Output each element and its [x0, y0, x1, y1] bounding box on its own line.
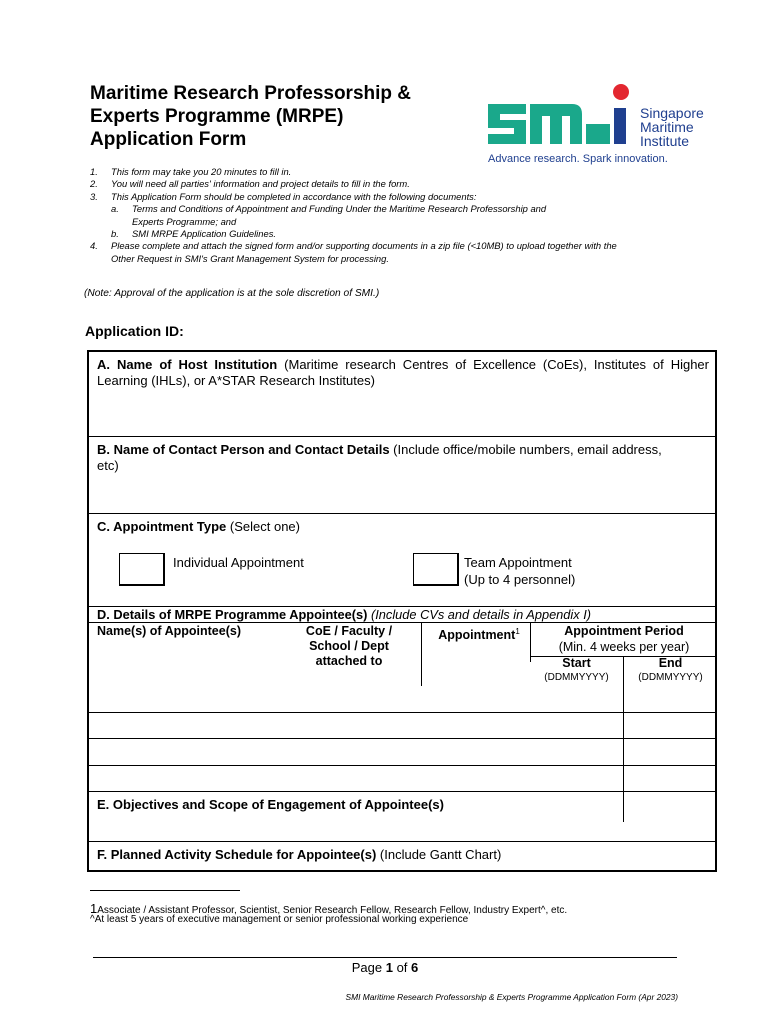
section-d-appointee-details: [89, 607, 715, 622]
instruction-subitem: Experts Programme; and: [132, 215, 237, 227]
team-appointment-label: Team Appointment: [464, 555, 572, 570]
team-appointment-checkbox[interactable]: [413, 553, 459, 586]
team-appointment-sublabel: (Up to 4 personnel): [464, 572, 576, 587]
col-header-end: End: [658, 656, 683, 670]
form-title-line: Maritime Research Professorship &: [90, 83, 412, 104]
section-a-host-institution[interactable]: [89, 352, 715, 437]
instruction-subitem: a. Terms and Conditions of Appointment and Funding Under the Maritime Research Professorship and: [111, 203, 547, 215]
document-footer: SMI Maritime Research Professorship & Experts Programme Application Form (Apr 2023): [345, 992, 678, 1002]
individual-appointment-checkbox[interactable]: [119, 553, 165, 586]
col-header-appointment: Appointment$^1$: [438, 627, 520, 643]
instruction-item: 3. This Application Form should be completed in accordance with the following documents:: [90, 190, 477, 202]
appointee-row[interactable]: [89, 739, 715, 766]
instruction-item: 2. You will need all parties' information and project details to fill in the form.: [90, 178, 410, 190]
section-f-activity-schedule[interactable]: [89, 842, 715, 870]
smi-logo-mark: [488, 84, 629, 144]
section-b-contact-person[interactable]: [89, 437, 715, 514]
footer-divider: [93, 957, 677, 958]
logo-name-line: Institute: [640, 133, 690, 149]
col-header-appointment-period: Appointment Period: [564, 624, 684, 638]
page-number: Page 1 of 6: [351, 960, 419, 975]
form-title-line: Experts Programme (MRPE): [90, 106, 344, 127]
footnote-2: ^At least 5 years of executive management or senior professional working experience: [90, 914, 469, 925]
start-date-format: (DDMMYYYY): [544, 672, 609, 683]
col-header-start: Start: [562, 656, 591, 670]
approval-note: (Note: Approval of the application is at the sole discretion of SMI.): [84, 288, 380, 299]
col-header-coe: CoE / Faculty / School / Dept attached to: [305, 624, 393, 668]
section-c-heading: C. Appointment Type (Select one): [97, 519, 300, 534]
instruction-subitem: b. SMI MRPE Application Guidelines.: [111, 228, 276, 240]
section-c-appointment-type: [89, 514, 715, 607]
section-a-heading: A. Name of Host Institution (Maritime research Centres of Excellence (CoEs), Institutes of Higher Learning (IHLs), or A*STAR Research Institutes): [97, 357, 709, 388]
end-date-format: (DDMMYYYY): [638, 672, 703, 683]
section-e-heading: E. Objectives and Scope of Engagement of Appointee(s): [97, 797, 444, 812]
individual-appointment-label: Individual Appointment: [173, 555, 304, 570]
form-title: [90, 82, 470, 151]
form-title-line: Application Form: [90, 129, 247, 150]
section-b-heading: B. Name of Contact Person and Contact Details (Include office/mobile numbers, email address, etc): [97, 442, 662, 473]
instruction-item: 1. This form may take you 20 minutes to fill in.: [90, 166, 292, 177]
section-d-heading: D. Details of MRPE Programme Appointee(s) (Include CVs and details in Appendix I): [97, 607, 592, 622]
appointee-row[interactable]: [89, 713, 715, 739]
application-form-table: [87, 350, 717, 872]
logo-name-line: Singapore: [640, 105, 704, 121]
instructions-list: [90, 166, 690, 265]
section-e-objectives-scope[interactable]: [89, 792, 715, 842]
logo-tagline: Advance research. Spark innovation.: [488, 153, 668, 165]
section-f-heading: F. Planned Activity Schedule for Appointee(s) (Include Gantt Chart): [97, 847, 502, 862]
col-header-period-note: (Min. 4 weeks per year): [558, 640, 690, 654]
footnote-divider: [90, 890, 240, 891]
appointee-row[interactable]: [89, 766, 715, 792]
application-id-label: Application ID:: [85, 323, 184, 339]
footnote-1: 1Associate / Assistant Professor, Scientist, Senior Research Fellow, Research Fellow, Industry Expert^, etc.: [90, 901, 568, 916]
logo-name-line: Maritime: [640, 119, 694, 135]
instruction-item: 4. Please complete and attach the signed form and/or supporting documents in a zip file (<10MB) to upload together with the: [90, 240, 617, 252]
col-header-names: Name(s) of Appointee(s): [97, 624, 241, 638]
instruction-item: Other Request in SMI's Grant Management System for processing.: [111, 252, 389, 264]
